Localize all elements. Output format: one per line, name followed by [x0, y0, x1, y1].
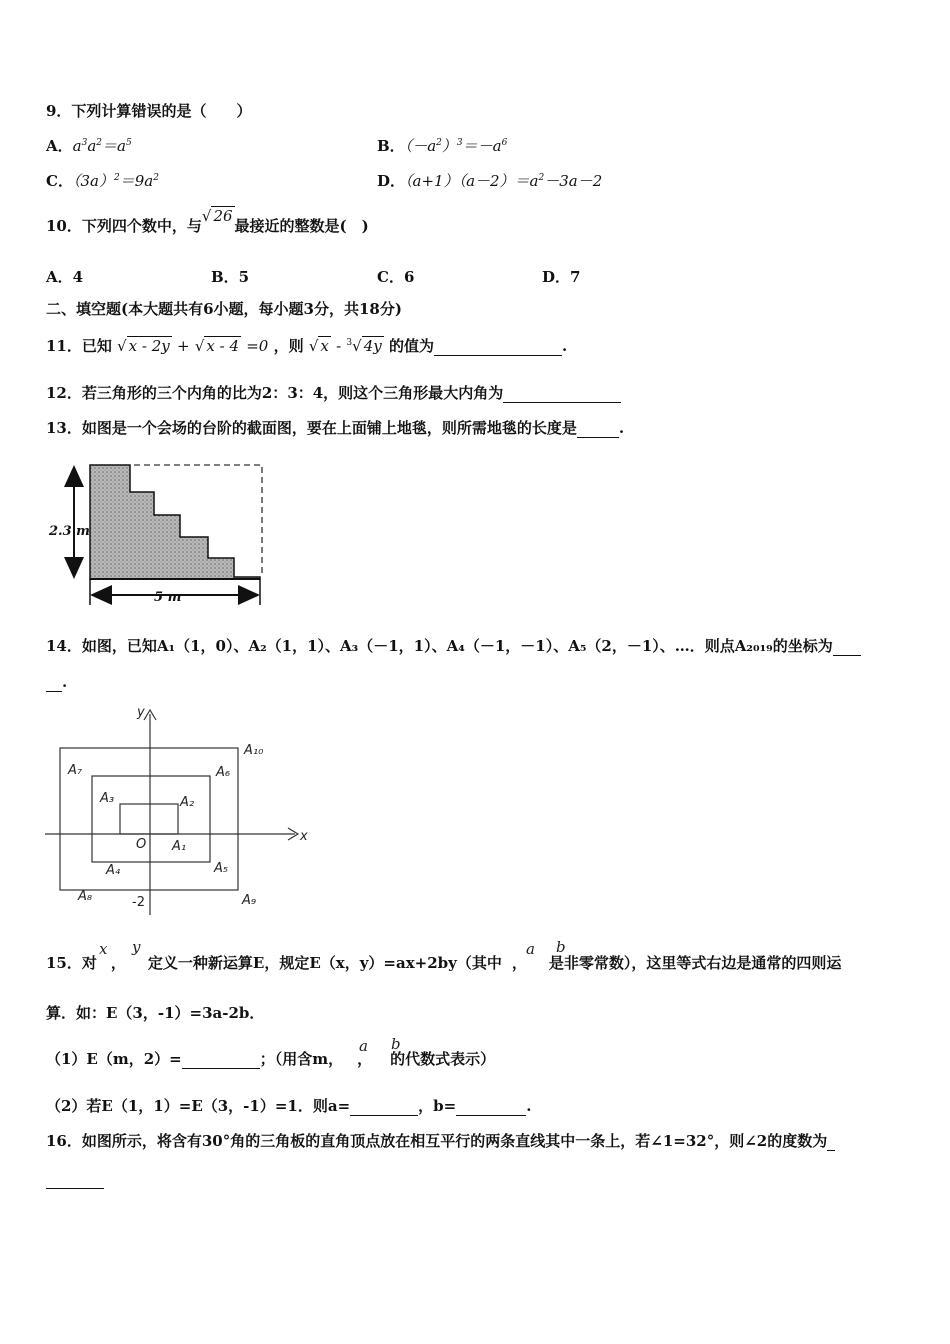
label-A3: A₃ [100, 791, 115, 806]
label-A8: A₈ [78, 889, 93, 904]
q10-option-b: B．5 [211, 268, 250, 286]
coordinate-figure [40, 700, 320, 920]
label-x: x [300, 829, 308, 844]
q15-stem-line2: 算．如：E（3，-1）=3a-2b． [46, 1004, 265, 1022]
width-label: 5 m [154, 590, 182, 605]
q9-option-c: C．$(3a)^2=9a^2$ [46, 172, 159, 190]
square-inner [120, 804, 178, 834]
q9-option-b: B．$(-a^2)^3=-a^6$ [377, 137, 508, 155]
q14-stem-cont: . [46, 672, 67, 692]
q15-sub1-answer-blank[interactable] [182, 1052, 260, 1069]
q16-answer-blank-part2[interactable] [46, 1172, 104, 1189]
q10-option-a: A．4 [46, 268, 84, 286]
q16-answer-blank-part1[interactable] [827, 1134, 835, 1151]
q15-sub1-var-a: a [359, 1037, 368, 1055]
q15-sub2-a-blank[interactable] [350, 1099, 418, 1116]
q15-sub2-b-blank[interactable] [456, 1099, 526, 1116]
square-outer [60, 748, 238, 890]
label-A1: A₁ [172, 839, 187, 854]
q13-stem: 13．如图是一个会场的台阶的截面图，要在上面铺上地毯，则所需地毯的长度是 . [46, 419, 625, 437]
label-A2: A₂ [180, 795, 195, 810]
q10-option-c: C．6 [377, 268, 415, 286]
label-A9: A₉ [242, 893, 257, 908]
q15-var-y: y [132, 938, 141, 956]
q11-answer-blank[interactable] [434, 339, 562, 356]
q9-option-a: A．$a^3a^2=a^5$ [46, 137, 132, 155]
q16-stem-cont [46, 1169, 104, 1189]
label-y: y [137, 705, 145, 720]
staircase-figure [46, 455, 276, 610]
label-A4: A₄ [106, 863, 121, 878]
label-A7: A₇ [68, 763, 83, 778]
q15-var-x: x [99, 940, 108, 958]
q15-var-b: b [556, 938, 566, 956]
q14-stem: 14．如图，已知A₁（1，0）、A₂（1，1）、A₃（－1，1）、A₄（－1，－1）、A₅（2，－1）、…．则点A₂₀₁₉的坐标为 [46, 636, 861, 656]
label-A10: A₁₀ [244, 743, 264, 758]
q15-sub2: （2）若E（1，1）=E（3，-1）=1．则a= ，b= . [46, 1097, 532, 1115]
label-O: O [136, 837, 147, 852]
q10-stem: 10．下列四个数中，与√ 26最接近的整数是( ) [46, 207, 369, 235]
q13-answer-blank[interactable] [577, 421, 619, 438]
q14-answer-blank-part1[interactable] [833, 639, 861, 656]
q15-sub1: （1）E（m，2）= ；（用含m， ， 的代数式表示） [46, 1050, 496, 1068]
stair-shape [90, 465, 260, 579]
q9-stem: 9．下列计算错误的是（ ） [46, 102, 252, 120]
q12-answer-blank[interactable] [503, 386, 621, 403]
q15-stem-line1: 15．对 ， 定义一种新运算E，规定E（x，y）=ax+2by（其中 ， 是非零常数），这里等式右边是通常的四则运 [46, 954, 842, 972]
q10-option-d: D．7 [542, 268, 581, 286]
section-2-header: 二、填空题(本大题共有6小题，每小题3分，共18分) [46, 300, 402, 318]
q9-option-d: D．$(a+1)(a-2)=a^2-3a-2$ [377, 172, 603, 190]
label-A6: A₆ [216, 765, 231, 780]
label-A5: A₅ [214, 861, 229, 876]
square-middle [92, 776, 210, 862]
q11-stem: 11．已知 √ x - 2y + √ x - 4 =0 ，则 √ x - $^3$√ 4y 的值为 . [46, 337, 568, 355]
height-label: 2.3 m [49, 524, 90, 539]
q14-answer-blank-part2[interactable] [46, 675, 62, 692]
q15-sub1-var-b: b [391, 1035, 401, 1053]
label-minus2: -2 [132, 895, 145, 910]
q12-stem: 12．若三角形的三个内角的比为2：3：4，则这个三角形最大内角为 [46, 383, 621, 403]
q15-var-a: a [526, 940, 535, 958]
q16-stem: 16．如图所示，将含有30°角的三角板的直角顶点放在相互平行的两条直线其中一条上，若∠1=32°，则∠2的度数为 [46, 1131, 835, 1151]
